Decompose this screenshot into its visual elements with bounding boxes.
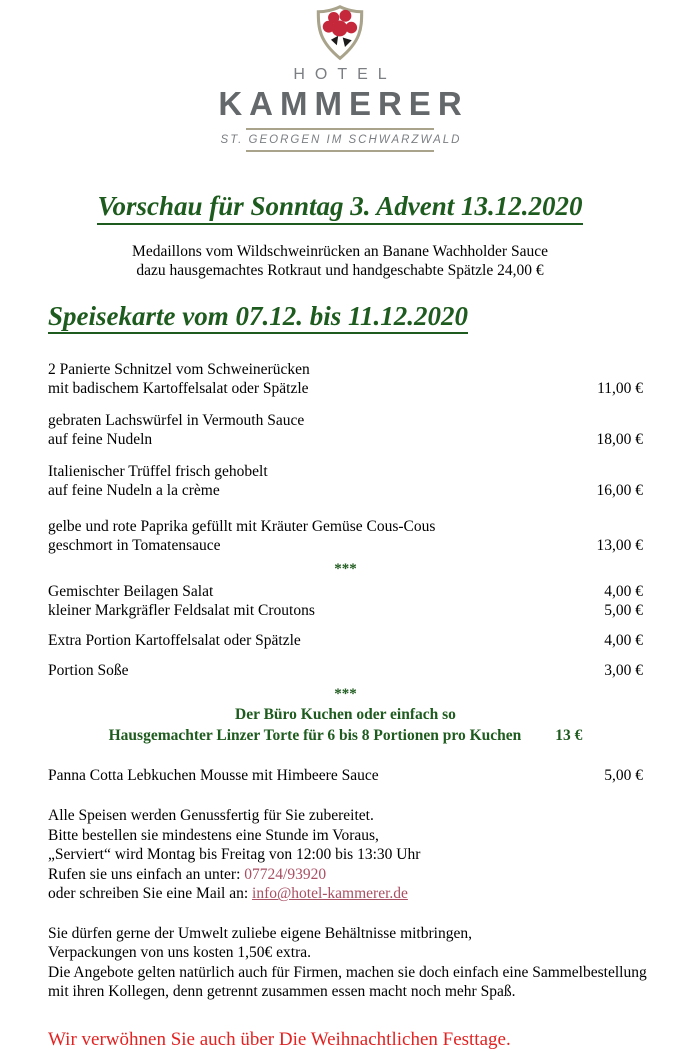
menu-item [48, 661, 643, 680]
notes-paragraph [48, 924, 660, 1002]
logo-divider-bottom [246, 150, 434, 152]
logo-hotel-word: HOTEL [293, 66, 397, 83]
ordering-info [48, 806, 643, 904]
menu-item-line: kleiner Markgräfler Feldsalat mit Croutons [48, 602, 315, 620]
menu-item-line: Gemischter Beilagen Salat [48, 583, 214, 601]
menu-item-line: Italienischer Trüffel frisch gehobelt [48, 463, 268, 481]
menu-item [48, 517, 643, 555]
menu-item-price: 3,00 € [604, 662, 643, 680]
menu-item [48, 766, 643, 785]
note-line: Verpackungen von uns kosten 1,50€ extra. [48, 944, 312, 962]
menu-item [48, 411, 643, 449]
note-line: Sie dürfen gerne der Umwelt zuliebe eigene Behältnisse mitbringen, [48, 924, 472, 942]
menu-list [48, 360, 643, 785]
kuchen-price: 13 € [555, 727, 583, 745]
menu-item-price: 11,00 € [597, 380, 643, 398]
vorschau-line: dazu hausgemachtes Rotkraut und handgeschabte Spätzle 24,00 € [136, 261, 544, 279]
logo-location: ST. GEORGEN IM SCHWARZWALD [220, 134, 462, 146]
menu-item-line: Extra Portion Kartoffelsalat oder Spätzle [48, 632, 301, 650]
phone-line [48, 865, 643, 885]
menu-item-line: 2 Panierte Schnitzel vom Schweinerücken [48, 361, 310, 379]
menu-item-price: 4,00 € [604, 583, 643, 601]
menu-item [48, 631, 643, 650]
speisekarte-title: Speisekarte vom 07.12. bis 11.12.2020 [48, 302, 468, 335]
section-separator: *** [334, 561, 357, 578]
menu-item-line: gebraten Lachswürfel in Vermouth Sauce [48, 412, 305, 430]
info-line: „Serviert“ wird Montag bis Freitag von 12:00 bis 13:30 Uhr [48, 846, 421, 864]
vorschau-line: Medaillons vom Wildschweinrücken an Banane Wachholder Sauce [132, 242, 548, 260]
menu-item-line: Portion Soße [48, 662, 129, 680]
menu-item-line: gelbe und rote Paprika gefüllt mit Kräuter Gemüse Cous-Cous [48, 518, 436, 536]
menu-item-line: geschmort in Tomatensauce [48, 537, 221, 555]
menu-item-line: mit badischem Kartoffelsalat oder Spätzle [48, 380, 309, 398]
logo-name-word: KAMMERER [218, 85, 469, 122]
logo-divider-top [246, 128, 434, 130]
email-link[interactable]: info@hotel-kammerer.de [252, 885, 408, 903]
menu-item [48, 601, 643, 620]
kuchen-announcement [48, 704, 643, 746]
menu-item [48, 582, 643, 601]
vorschau-description [0, 242, 680, 280]
logo-header [0, 0, 680, 152]
email-line [48, 884, 643, 904]
hotel-crest-icon [312, 5, 368, 61]
menu-item-price: 5,00 € [604, 767, 643, 785]
section-separator: *** [334, 686, 357, 703]
note-line: mit ihren Kollegen, denn getrennt zusammen essen macht noch mehr Spaß. [48, 983, 516, 1001]
menu-item [48, 462, 643, 500]
vorschau-title: Vorschau für Sonntag 3. Advent 13.12.2020 [97, 192, 582, 225]
note-line: Die Angebote gelten natürlich auch für Firmen, machen sie doch einfach eine Sammelbestellung [48, 963, 647, 981]
menu-item-price: 5,00 € [604, 602, 643, 620]
email-label: oder schreiben Sie eine Mail an: [48, 885, 253, 903]
menu-item [48, 360, 643, 398]
kuchen-description: Hausgemachter Linzer Torte für 6 bis 8 Portionen pro Kuchen [108, 727, 522, 745]
menu-item-line: Panna Cotta Lebkuchen Mousse mit Himbeere Sauce [48, 767, 379, 785]
menu-item-price: 18,00 € [596, 431, 643, 449]
kuchen-line [48, 725, 643, 746]
info-line: Bitte bestellen sie mindestens eine Stunde im Voraus, [48, 826, 379, 844]
info-line: Alle Speisen werden Genussfertig für Sie zubereitet. [48, 807, 374, 825]
menu-item-price: 16,00 € [596, 482, 643, 500]
menu-item-price: 4,00 € [604, 632, 643, 650]
menu-item-line: auf feine Nudeln a la crème [48, 482, 220, 500]
closing-message: Wir verwöhnen Sie auch über Die Weihnachtlichen Festtage. [48, 1028, 511, 1050]
phone-number: 07724/93920 [244, 865, 327, 883]
kuchen-line: Der Büro Kuchen oder einfach so [235, 706, 456, 724]
menu-item-line: auf feine Nudeln [48, 431, 153, 449]
phone-label: Rufen sie uns einfach an unter: [48, 865, 245, 883]
menu-item-price: 13,00 € [596, 537, 643, 555]
